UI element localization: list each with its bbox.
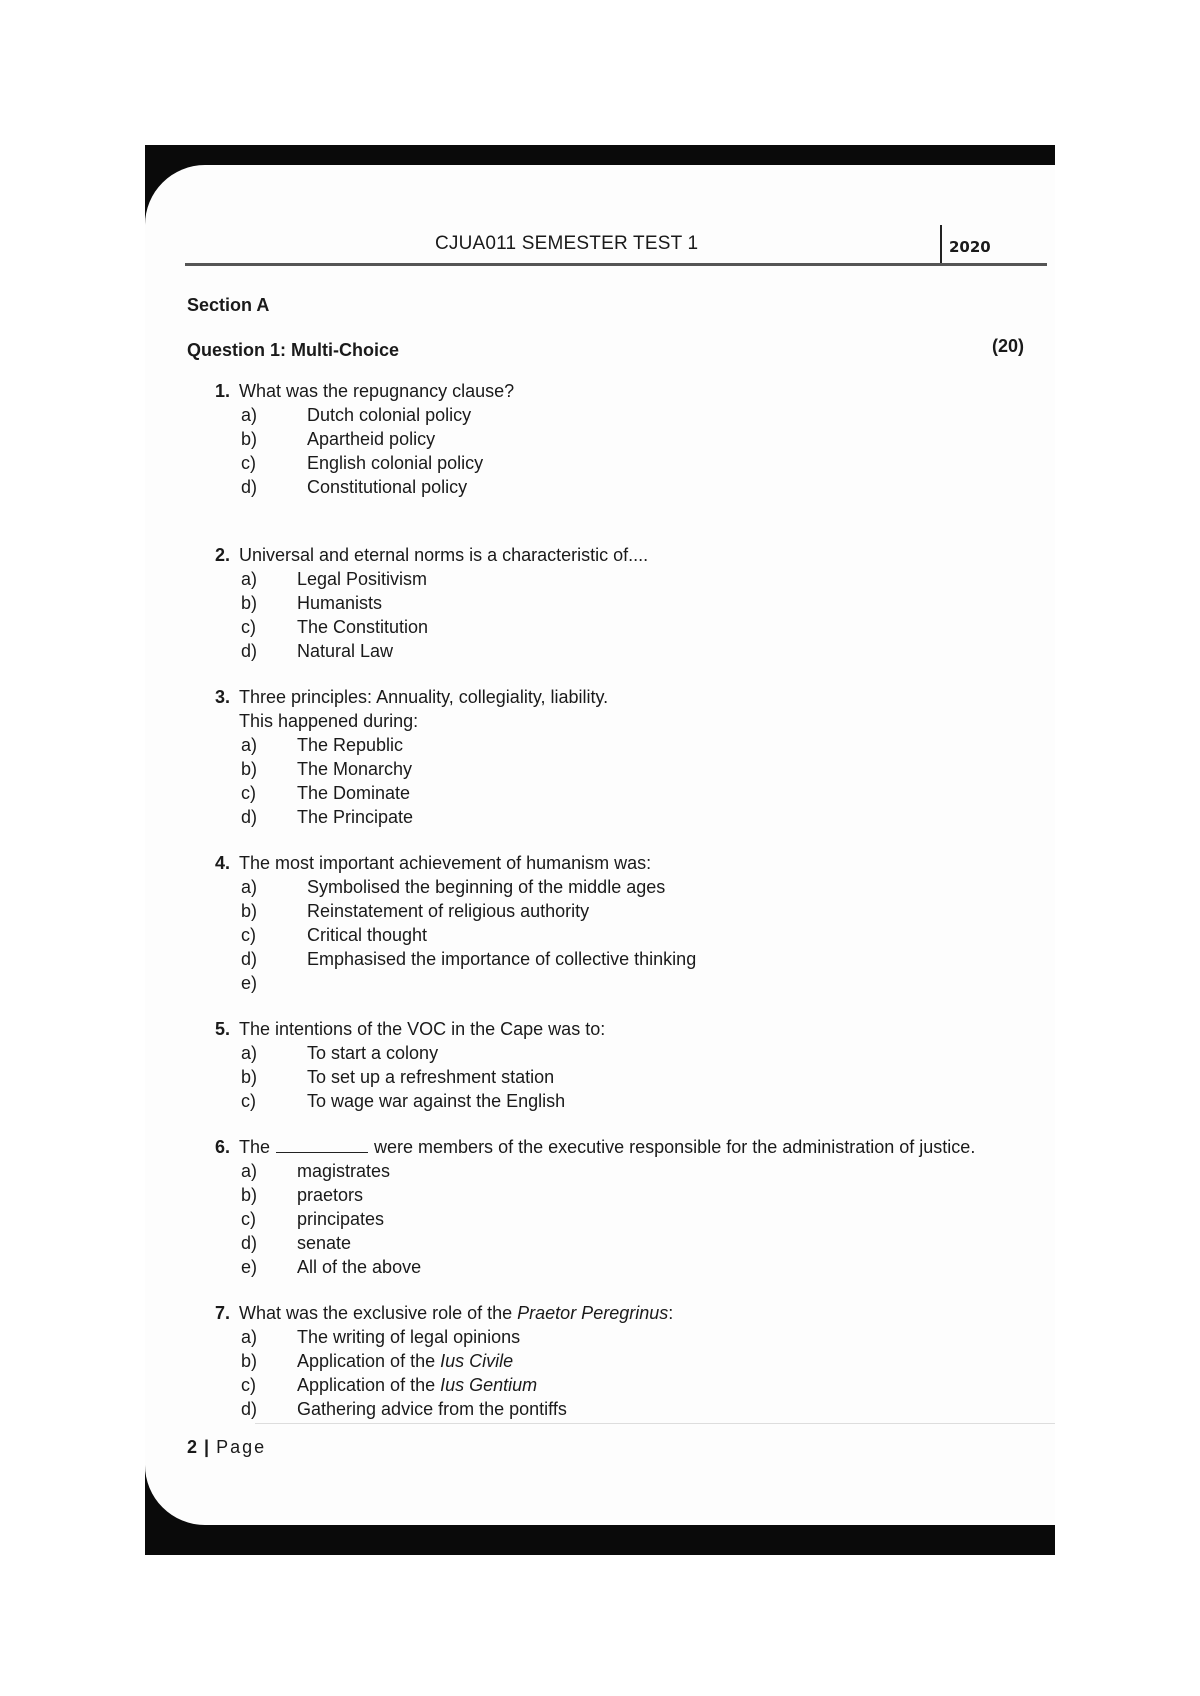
question-number: 2. xyxy=(215,545,231,565)
option-c xyxy=(215,1089,1055,1113)
option-d xyxy=(215,1397,1055,1421)
question-3 xyxy=(215,685,1055,829)
option-letter: d) xyxy=(241,949,258,969)
option-letter: a) xyxy=(241,735,258,755)
header-year: 2020 xyxy=(949,238,991,256)
option-letter: b) xyxy=(241,1185,258,1205)
option-text: The writing of legal opinions xyxy=(297,1327,521,1347)
option-text: Apartheid policy xyxy=(307,429,436,449)
option-a xyxy=(215,567,1055,591)
option-c xyxy=(215,615,1055,639)
option-text: Emphasised the importance of collective thinking xyxy=(307,949,697,969)
option-e xyxy=(215,971,1055,995)
question-text: Three principles: Annuality, collegiality, liability. xyxy=(239,687,609,707)
option-letter: a) xyxy=(241,569,258,589)
question-stem xyxy=(215,685,1055,709)
question-number: 1. xyxy=(215,381,231,401)
option-text: Humanists xyxy=(297,593,383,613)
question-5 xyxy=(215,1017,1055,1113)
question-text-before: The xyxy=(239,1137,271,1157)
page-number: 2 xyxy=(187,1437,198,1457)
header-title: CJUA011 SEMESTER TEST 1 xyxy=(435,233,699,254)
option-text-before: Application of the xyxy=(297,1375,436,1395)
option-a xyxy=(215,1325,1055,1349)
option-text-italic: Ius Civile xyxy=(440,1351,514,1371)
question-text: The intentions of the VOC in the Cape was to: xyxy=(239,1019,606,1039)
option-text: Reinstatement of religious authority xyxy=(307,901,590,921)
option-text: Constitutional policy xyxy=(307,477,468,497)
question-stem xyxy=(215,851,1055,875)
option-a xyxy=(215,403,1055,427)
option-letter: b) xyxy=(241,901,258,921)
option-text: All of the above xyxy=(297,1257,422,1277)
question-1 xyxy=(215,379,1055,499)
question-number: 3. xyxy=(215,687,231,707)
option-letter: b) xyxy=(241,593,258,613)
option-letter: b) xyxy=(241,429,258,449)
question-number: 7. xyxy=(215,1303,231,1323)
option-c xyxy=(215,451,1055,475)
option-b xyxy=(215,757,1055,781)
option-text: The Constitution xyxy=(297,617,429,637)
header-divider xyxy=(940,225,942,263)
option-letter: a) xyxy=(241,1043,258,1063)
option-text xyxy=(297,1373,537,1397)
option-letter: b) xyxy=(241,1351,258,1371)
question-text: What was the repugnancy clause? xyxy=(239,381,515,401)
page-separator: | xyxy=(204,1437,210,1457)
option-letter: b) xyxy=(241,759,258,779)
header-rule xyxy=(185,263,1047,266)
option-d xyxy=(215,639,1055,663)
option-a xyxy=(215,875,1055,899)
question-stem xyxy=(215,379,1055,403)
option-c xyxy=(215,781,1055,805)
question-number: 5. xyxy=(215,1019,231,1039)
option-text: Natural Law xyxy=(297,641,394,661)
option-letter: c) xyxy=(241,925,256,945)
question-number: 6. xyxy=(215,1137,231,1157)
option-b xyxy=(215,899,1055,923)
option-b xyxy=(215,427,1055,451)
option-c xyxy=(215,1373,1055,1397)
option-d xyxy=(215,947,1055,971)
option-text: English colonial policy xyxy=(307,453,484,473)
option-letter: c) xyxy=(241,1209,256,1229)
option-letter: a) xyxy=(241,877,258,897)
option-text: Symbolised the beginning of the middle ages xyxy=(307,877,666,897)
option-text: principates xyxy=(297,1209,385,1229)
question-text: The most important achievement of humanism was: xyxy=(239,853,652,873)
option-text: Dutch colonial policy xyxy=(307,405,472,425)
option-d xyxy=(215,805,1055,829)
question-stem xyxy=(215,543,1055,567)
option-text: Critical thought xyxy=(307,925,428,945)
option-d xyxy=(215,475,1055,499)
option-a xyxy=(215,1041,1055,1065)
section-label: Section A xyxy=(187,295,270,315)
option-text: praetors xyxy=(297,1185,364,1205)
option-letter: d) xyxy=(241,1399,258,1419)
option-text: magistrates xyxy=(297,1161,391,1181)
option-text: Legal Positivism xyxy=(297,569,428,589)
option-text: Gathering advice from the pontiffs xyxy=(297,1399,567,1419)
page-label: Page xyxy=(216,1437,267,1457)
exam-page xyxy=(185,165,1055,1525)
option-letter: a) xyxy=(241,1327,258,1347)
option-text: senate xyxy=(297,1233,352,1253)
question-text-after: were members of the executive responsible for the administration of justice. xyxy=(374,1137,976,1157)
option-letter: e) xyxy=(241,1257,258,1277)
option-text xyxy=(297,1349,513,1373)
option-text: To set up a refreshment station xyxy=(307,1067,555,1087)
question-list xyxy=(215,379,1055,1443)
question-2 xyxy=(215,543,1055,663)
option-text-italic: Ius Gentium xyxy=(440,1375,538,1395)
question-stem xyxy=(215,1301,1055,1325)
option-text: The Monarchy xyxy=(297,759,413,779)
option-c xyxy=(215,1207,1055,1231)
option-b xyxy=(215,1349,1055,1373)
option-letter: c) xyxy=(241,617,256,637)
option-letter: e) xyxy=(241,973,258,993)
option-d xyxy=(215,1231,1055,1255)
option-a xyxy=(215,1159,1055,1183)
option-letter: c) xyxy=(241,783,256,803)
question-6 xyxy=(215,1135,1055,1279)
option-text: To start a colony xyxy=(307,1043,439,1063)
option-letter: b) xyxy=(241,1067,258,1087)
fill-in-blank xyxy=(276,1152,368,1153)
option-b xyxy=(215,591,1055,615)
question-text-before: What was the exclusive role of the xyxy=(239,1303,513,1323)
marks-total: (20) xyxy=(992,336,1025,356)
option-letter: d) xyxy=(241,807,258,827)
option-text: The Dominate xyxy=(297,783,411,803)
option-c xyxy=(215,923,1055,947)
option-e xyxy=(215,1255,1055,1279)
option-b xyxy=(215,1065,1055,1089)
page-footer xyxy=(187,1437,266,1458)
option-letter: d) xyxy=(241,1233,258,1253)
question-text: Universal and eternal norms is a characteristic of.... xyxy=(239,545,649,565)
question-text-after: : xyxy=(668,1303,674,1323)
option-text: The Republic xyxy=(297,735,404,755)
option-letter: d) xyxy=(241,641,258,661)
option-text: To wage war against the English xyxy=(307,1091,566,1111)
option-text: The Principate xyxy=(297,807,414,827)
footer-rule xyxy=(255,1423,1055,1424)
option-letter: a) xyxy=(241,1161,258,1181)
question-number: 4. xyxy=(215,853,231,873)
option-letter: c) xyxy=(241,453,256,473)
option-letter: a) xyxy=(241,405,258,425)
question-text-italic: Praetor Peregrinus xyxy=(517,1303,669,1323)
option-b xyxy=(215,1183,1055,1207)
question-subtext: This happened during: xyxy=(239,711,419,731)
question-4 xyxy=(215,851,1055,995)
option-text-before: Application of the xyxy=(297,1351,436,1371)
question-stem xyxy=(215,1135,1055,1159)
option-letter: c) xyxy=(241,1091,256,1111)
option-letter: d) xyxy=(241,477,258,497)
question-stem xyxy=(215,1017,1055,1041)
option-a xyxy=(215,733,1055,757)
question-title: Question 1: Multi-Choice xyxy=(187,340,400,360)
question-7 xyxy=(215,1301,1055,1421)
option-letter: c) xyxy=(241,1375,256,1395)
